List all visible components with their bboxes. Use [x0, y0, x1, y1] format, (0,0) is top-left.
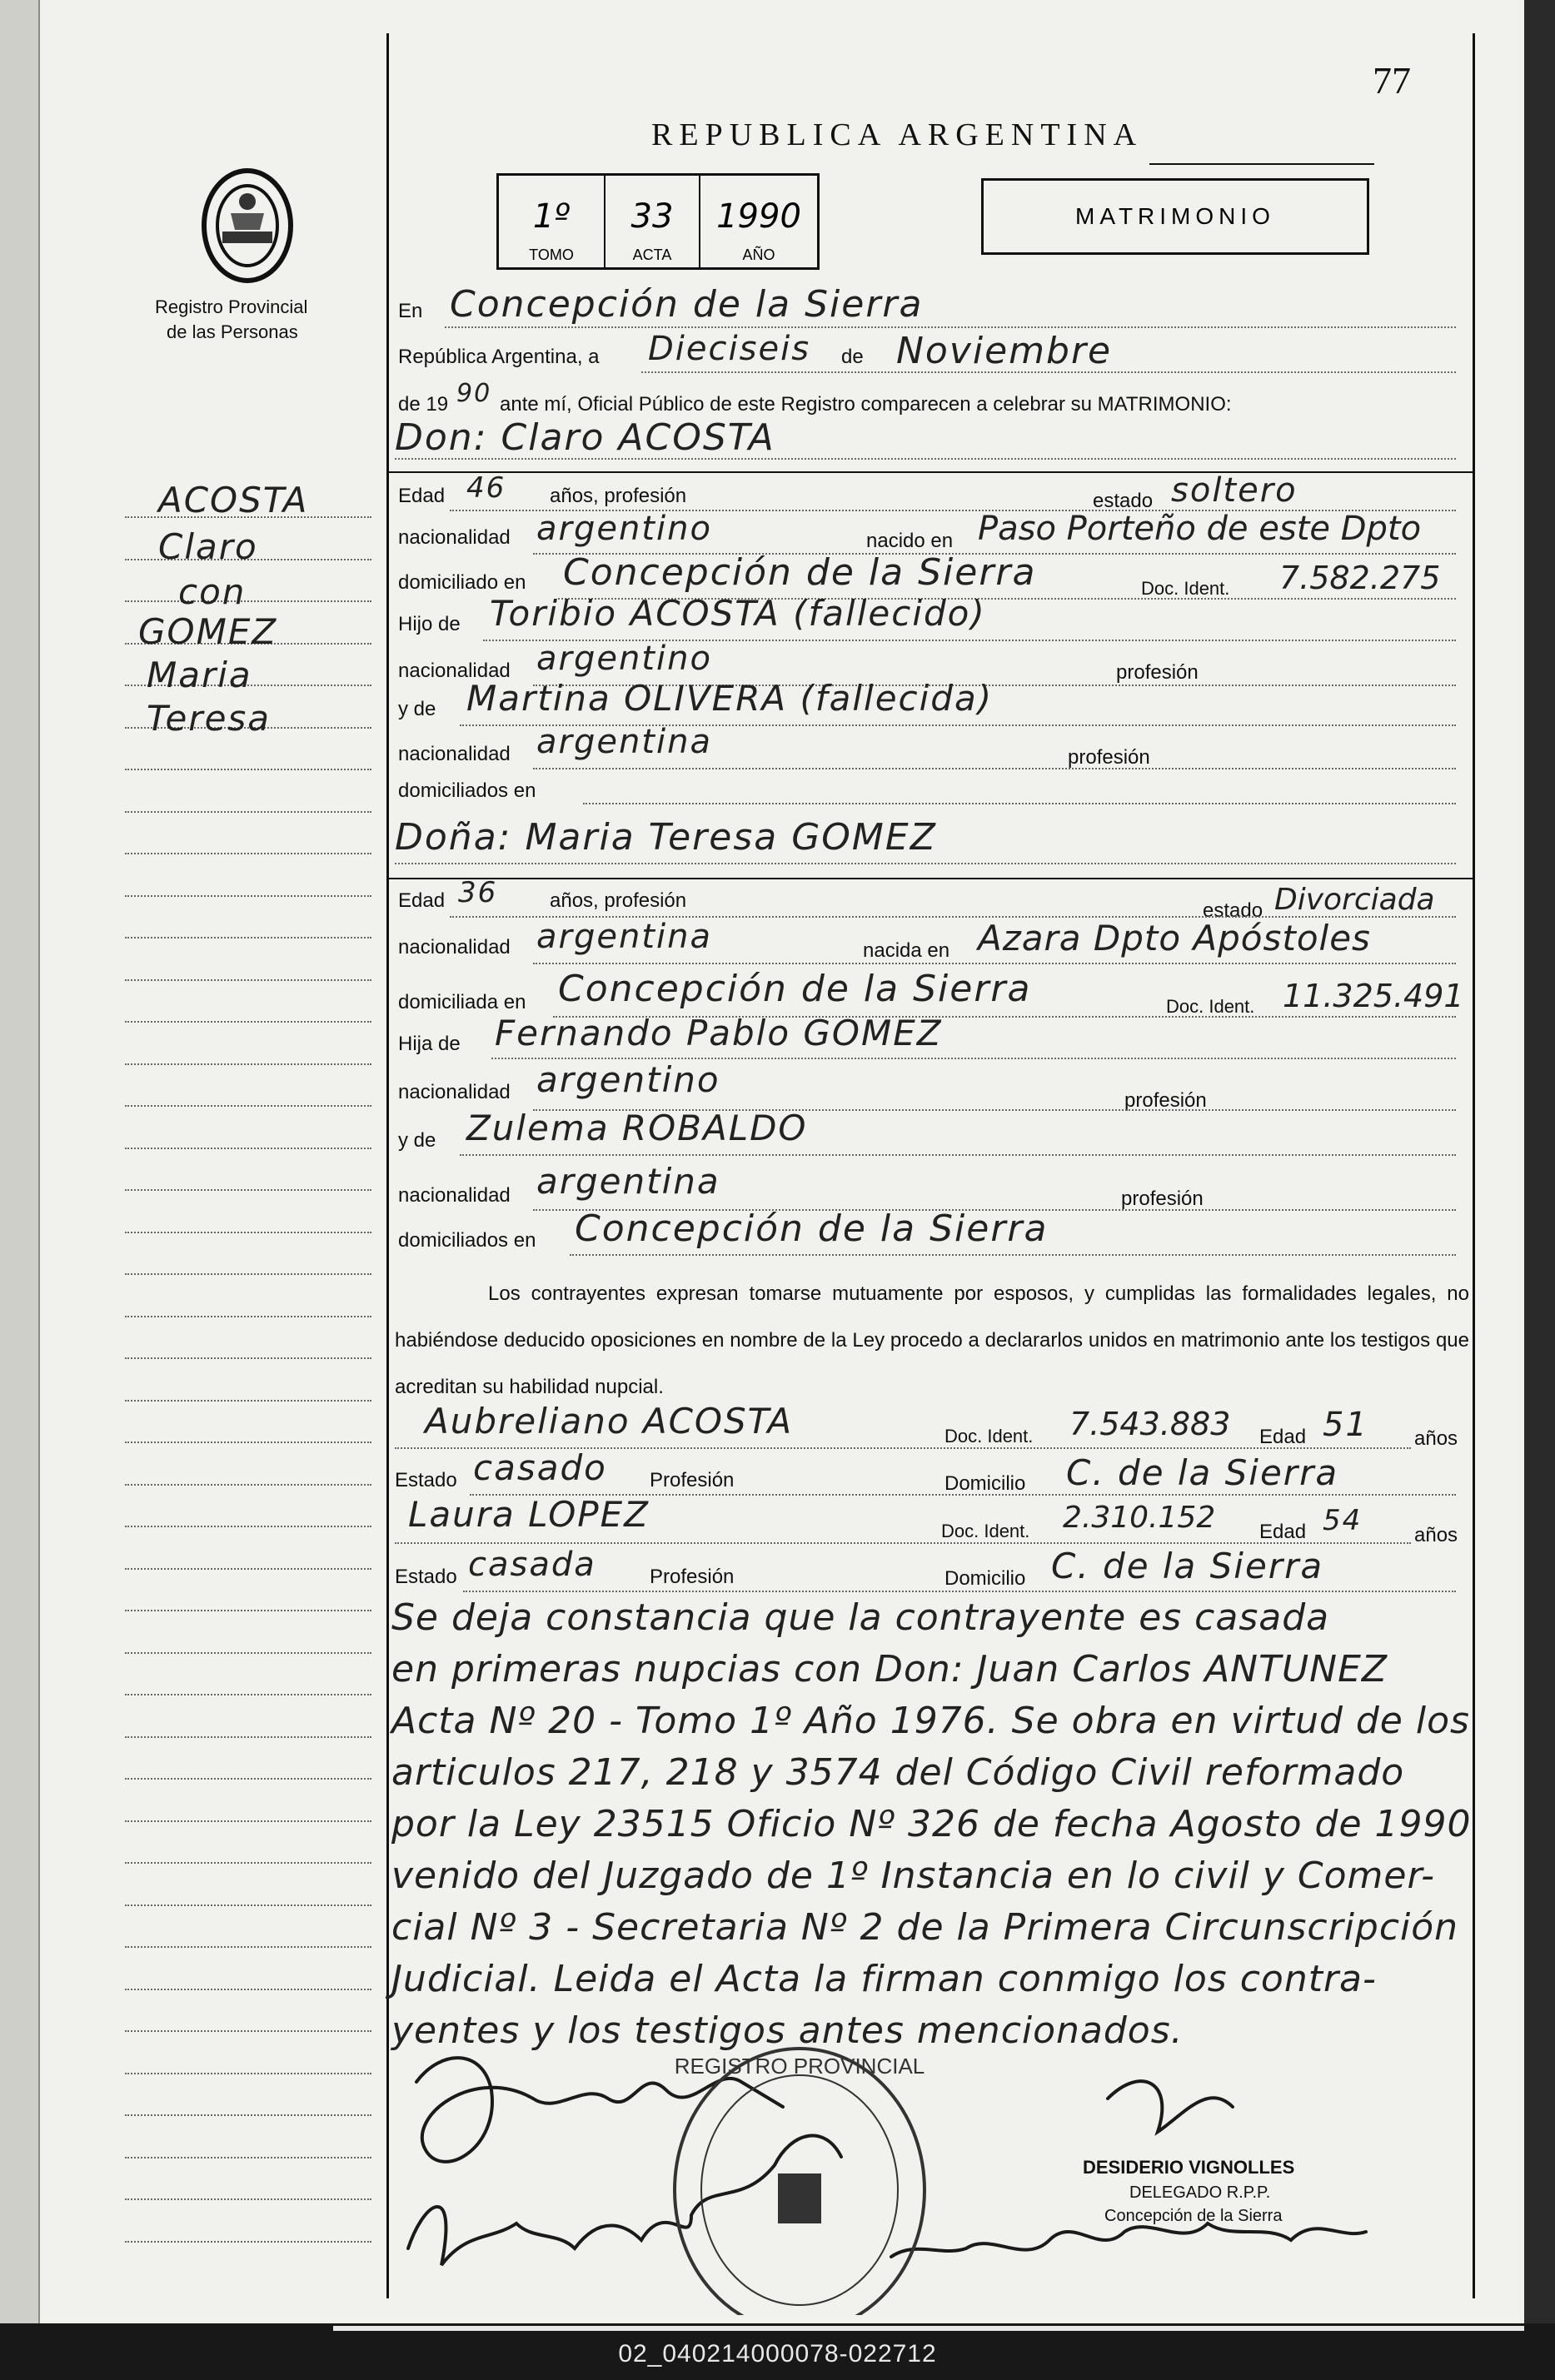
groom-edad-label: Edad: [398, 485, 446, 507]
margin-rule: [125, 1021, 371, 1023]
margin-rule: [125, 2241, 371, 2243]
margin-rule: [125, 1105, 371, 1107]
groom-mother-prof-label: profesión: [1068, 746, 1150, 769]
groom-father: Toribio ACOSTA (fallecido): [490, 593, 986, 634]
groom-mother-nac-label: nacionalidad: [398, 743, 511, 765]
margin-rule: [125, 1357, 371, 1359]
groom-domiciliados-label: domiciliados en: [398, 779, 536, 802]
margin-rule: [125, 853, 371, 854]
note-line: en primeras nupcias con Don: Juan Carlos ANTUNEZ: [391, 1648, 1388, 1690]
groom-mother-nac: argentina: [536, 723, 712, 761]
groom-age: 46: [466, 471, 506, 505]
ceremony-month: Noviembre: [896, 330, 1113, 372]
groom-heading: Don: Claro ACOSTA: [395, 416, 775, 459]
witness2-anos-label: años: [1414, 1524, 1458, 1546]
bride-mother-nac-label: nacionalidad: [398, 1184, 511, 1207]
official-stamp-name: DESIDERIO VIGNOLLES: [1083, 2157, 1295, 2178]
note-line: cial Nº 3 - Secretaria Nº 2 de la Primera Circunscripción: [391, 1906, 1459, 1949]
bride-estado: Divorciada: [1274, 883, 1435, 917]
bride-nacionalidad-label: nacionalidad: [398, 936, 511, 958]
witness1-estado-label: Estado: [395, 1469, 457, 1491]
margin-rule: [125, 1989, 371, 1990]
witness1-edad-label: Edad: [1259, 1426, 1307, 1448]
republic-label: República Argentina, a: [398, 346, 600, 368]
groom-father-prof-label: profesión: [1116, 661, 1199, 684]
bride-edad-label: Edad: [398, 889, 446, 912]
margin-rule: [125, 1652, 371, 1654]
bride-father-nac: argentino: [536, 1059, 720, 1100]
official-signature: [1108, 2081, 1233, 2132]
margin-bride-name2: Teresa: [147, 698, 272, 739]
bride-estado-label: estado: [1203, 899, 1263, 922]
groom-father-nac: argentino: [536, 640, 712, 678]
groom-nacido-label: nacido en: [866, 530, 954, 552]
margin-con: con: [178, 571, 247, 612]
margin-rule: [125, 811, 371, 813]
bride-mother-nac: argentina: [536, 1161, 720, 1202]
document-type-box: [981, 178, 1369, 255]
en-label: En: [398, 300, 423, 322]
province-emblem-icon: [193, 163, 302, 288]
document-id: 02_040214000078-022712: [618, 2340, 937, 2368]
ceremony-day: Dieciseis: [648, 330, 811, 368]
margin-rule: [125, 1063, 371, 1065]
bride-father-prof-label: profesión: [1124, 1089, 1207, 1112]
margin-rule: [125, 1148, 371, 1149]
witness2-age: 54: [1323, 1504, 1363, 1537]
margin-given-name: Claro: [158, 526, 258, 567]
groom-nacionalidad-label: nacionalidad: [398, 526, 511, 549]
page-binding: [0, 0, 40, 2323]
ano-cell: [700, 176, 817, 267]
bride-domicilio: Concepción de la Sierra: [558, 968, 1032, 1010]
margin-rule: [125, 1441, 371, 1443]
note-line: venido del Juzgado de 1º Instancia en lo civil y Comer-: [391, 1855, 1436, 1897]
margin-rule: [125, 600, 371, 602]
left-content-border: [386, 33, 389, 2298]
margin-rule: [125, 1526, 371, 1527]
page-number: 77: [1373, 59, 1411, 102]
registry-name-line2: de las Personas: [167, 321, 298, 342]
witness2-name: Laura LOPEZ: [408, 1494, 650, 1535]
note-line: yentes y los testigos antes mencionados.: [391, 2009, 1184, 2052]
witness1-domicilio-label: Domicilio: [944, 1472, 1026, 1495]
witness1-signature: [408, 2136, 841, 2265]
groom-estado: soltero: [1171, 471, 1298, 510]
note-line: Se deja constancia que la contrayente es casada: [391, 1596, 1330, 1639]
scan-bottom-strip: [333, 2326, 1524, 2331]
margin-rule: [125, 1736, 371, 1738]
margin-bride-name: Maria: [147, 655, 252, 695]
year-prefix: de 19: [398, 393, 449, 416]
witness1-doc: 7.543.883: [1069, 1406, 1231, 1442]
note-line: Acta Nº 20 - Tomo 1º Año 1976. Se obra en virtud de los: [391, 1700, 1470, 1742]
groom-domiciliado-label: domiciliado en: [398, 571, 526, 594]
groom-birthplace: Paso Porteño de este Dpto: [978, 510, 1422, 548]
declaration-text: Los contrayentes expresan tomarse mutuamente por esposos, y cumplidas las formalidades legales, no habiéndose deducido oposiciones en nombre de la Ley procedo a declararlos unidos en matrimonio ante los testigos que acreditan su habilidad nupcial.: [395, 1282, 1469, 1398]
margin-rule: [125, 2157, 371, 2158]
bride-father-nac-label: nacionalidad: [398, 1081, 511, 1103]
margin-rule: [125, 2073, 371, 2074]
bride-doc-label: Doc. Ident.: [1166, 996, 1255, 1017]
country-title: REPUBLICA ARGENTINA: [651, 117, 1144, 152]
ceremony-place: Concepción de la Sierra: [450, 283, 924, 326]
acta-label: ACTA: [632, 246, 672, 263]
bride-domiciliada-label: domiciliada en: [398, 991, 526, 1013]
witness1-age: 51: [1323, 1406, 1368, 1444]
bride-mother-prof-label: profesión: [1121, 1188, 1204, 1210]
month-de-label: de: [841, 346, 864, 368]
margin-rule: [125, 1610, 371, 1611]
bride-nacionalidad: argentina: [536, 918, 712, 956]
margin-rule: [125, 1694, 371, 1695]
groom-profesion-label: años, profesión: [550, 485, 687, 507]
witness2-doc-label: Doc. Ident.: [941, 1521, 1030, 1541]
margin-rule: [125, 1568, 371, 1570]
margin-rule: [125, 2114, 371, 2116]
witness2-estado: casada: [468, 1546, 596, 1584]
witness2-domicilio: C. de la Sierra: [1051, 1546, 1324, 1586]
margin-rule: [125, 1484, 371, 1486]
registry-name-line1: Registro Provincial: [155, 296, 308, 317]
groom-estado-label: estado: [1093, 490, 1154, 512]
margin-rule: [125, 1189, 371, 1191]
margin-rule: [125, 1273, 371, 1275]
bride-hija-label: Hija de: [398, 1033, 461, 1055]
tomo-value: 1º: [532, 197, 571, 236]
bride-profesion-label: años, profesión: [550, 889, 687, 912]
witness1-domicilio: C. de la Sierra: [1066, 1452, 1339, 1493]
tomo-label: TOMO: [529, 246, 574, 263]
margin-rule: [125, 937, 371, 939]
witness1-profesion-label: Profesión: [650, 1469, 735, 1491]
bride-parents-domicilio: Concepción de la Sierra: [575, 1207, 1049, 1250]
margin-rule: [125, 769, 371, 770]
note-line: por la Ley 23515 Oficio Nº 326 de fecha Agosto de 1990: [391, 1803, 1472, 1845]
official-stamp-title: DELEGADO R.P.P.: [1129, 2183, 1271, 2202]
svg-text:REGISTRO PROVINCIAL: REGISTRO PROVINCIAL: [674, 2054, 925, 2079]
note-line: Judicial. Leida el Acta la firman conmigo los contra-: [391, 1958, 1377, 2000]
witness1-name: Aubreliano ACOSTA: [425, 1401, 794, 1441]
groom-doc-label: Doc. Ident.: [1141, 578, 1230, 599]
ano-value: 1990: [716, 197, 801, 236]
witness2-domicilio-label: Domicilio: [944, 1567, 1026, 1590]
bride-domiciliados-label: domiciliados en: [398, 1229, 536, 1252]
margin-rule: [125, 2198, 371, 2200]
handwritten-annotation: [391, 1592, 1474, 2057]
bride-nacida-label: nacida en: [863, 939, 950, 962]
acta-value: 33: [630, 197, 674, 236]
witness1-anos-label: años: [1414, 1427, 1458, 1450]
witness1-doc-label: Doc. Ident.: [944, 1426, 1034, 1446]
official-stamp-place: Concepción de la Sierra: [1104, 2207, 1283, 2225]
appearance-text: ante mí, Oficial Público de este Registro comparecen a celebrar su MATRIMONIO:: [500, 393, 1232, 416]
tomo-cell: [499, 176, 606, 267]
margin-rule: [125, 2030, 371, 2032]
official-seal: [675, 2049, 925, 2315]
margin-rule: [125, 1400, 371, 1402]
margin-rule: [125, 1820, 371, 1822]
groom-nacionalidad: argentino: [536, 510, 712, 548]
margin-rule: [125, 895, 371, 897]
witness2-edad-label: Edad: [1259, 1521, 1307, 1543]
note-line: articulos 217, 218 y 3574 del Código Civil reformado: [391, 1751, 1405, 1794]
record-number-table: [496, 173, 820, 270]
groom-domicilio: Concepción de la Sierra: [563, 551, 1037, 594]
document-type: MATRIMONIO: [1075, 203, 1275, 229]
witness2-estado-label: Estado: [395, 1566, 457, 1588]
year-suffix: 90: [456, 379, 492, 408]
margin-bride-surname: GOMEZ: [138, 611, 278, 652]
bride-father: Fernando Pablo GOMEZ: [495, 1013, 943, 1053]
margin-rule: [125, 1904, 371, 1906]
bride-yde-label: y de: [398, 1129, 436, 1152]
witness2-signature: [891, 2223, 1366, 2257]
witness2-profesion-label: Profesión: [650, 1566, 735, 1588]
bride-mother: Zulema ROBALDO: [466, 1108, 808, 1148]
margin-rule: [125, 1946, 371, 1948]
margin-rule: [125, 979, 371, 981]
margin-rule: [125, 1232, 371, 1233]
bride-birthplace: Azara Dpto Apóstoles: [978, 918, 1371, 958]
ano-label: AÑO: [742, 246, 775, 263]
groom-doc: 7.582.275: [1279, 560, 1441, 596]
title-rule: [1149, 163, 1374, 165]
margin-rule: [125, 1862, 371, 1864]
witness2-doc: 2.310.152: [1063, 1501, 1216, 1535]
margin-surname: ACOSTA: [158, 480, 309, 520]
bride-heading: Doña: Maria Teresa GOMEZ: [395, 816, 937, 859]
margin-rule: [125, 1778, 371, 1780]
bride-age: 36: [458, 876, 498, 909]
margin-rule: [125, 1316, 371, 1317]
groom-father-nac-label: nacionalidad: [398, 660, 511, 682]
groom-hijo-label: Hijo de: [398, 613, 461, 635]
scan-edge-right: [1524, 0, 1555, 2380]
groom-yde-label: y de: [398, 698, 436, 720]
groom-mother: Martina OLIVERA (fallecida): [466, 678, 994, 719]
acta-cell: [606, 176, 700, 267]
signatures-area: [391, 2032, 1474, 2315]
bride-doc: 11.325.491: [1283, 978, 1464, 1014]
witness1-estado: casado: [473, 1447, 607, 1488]
